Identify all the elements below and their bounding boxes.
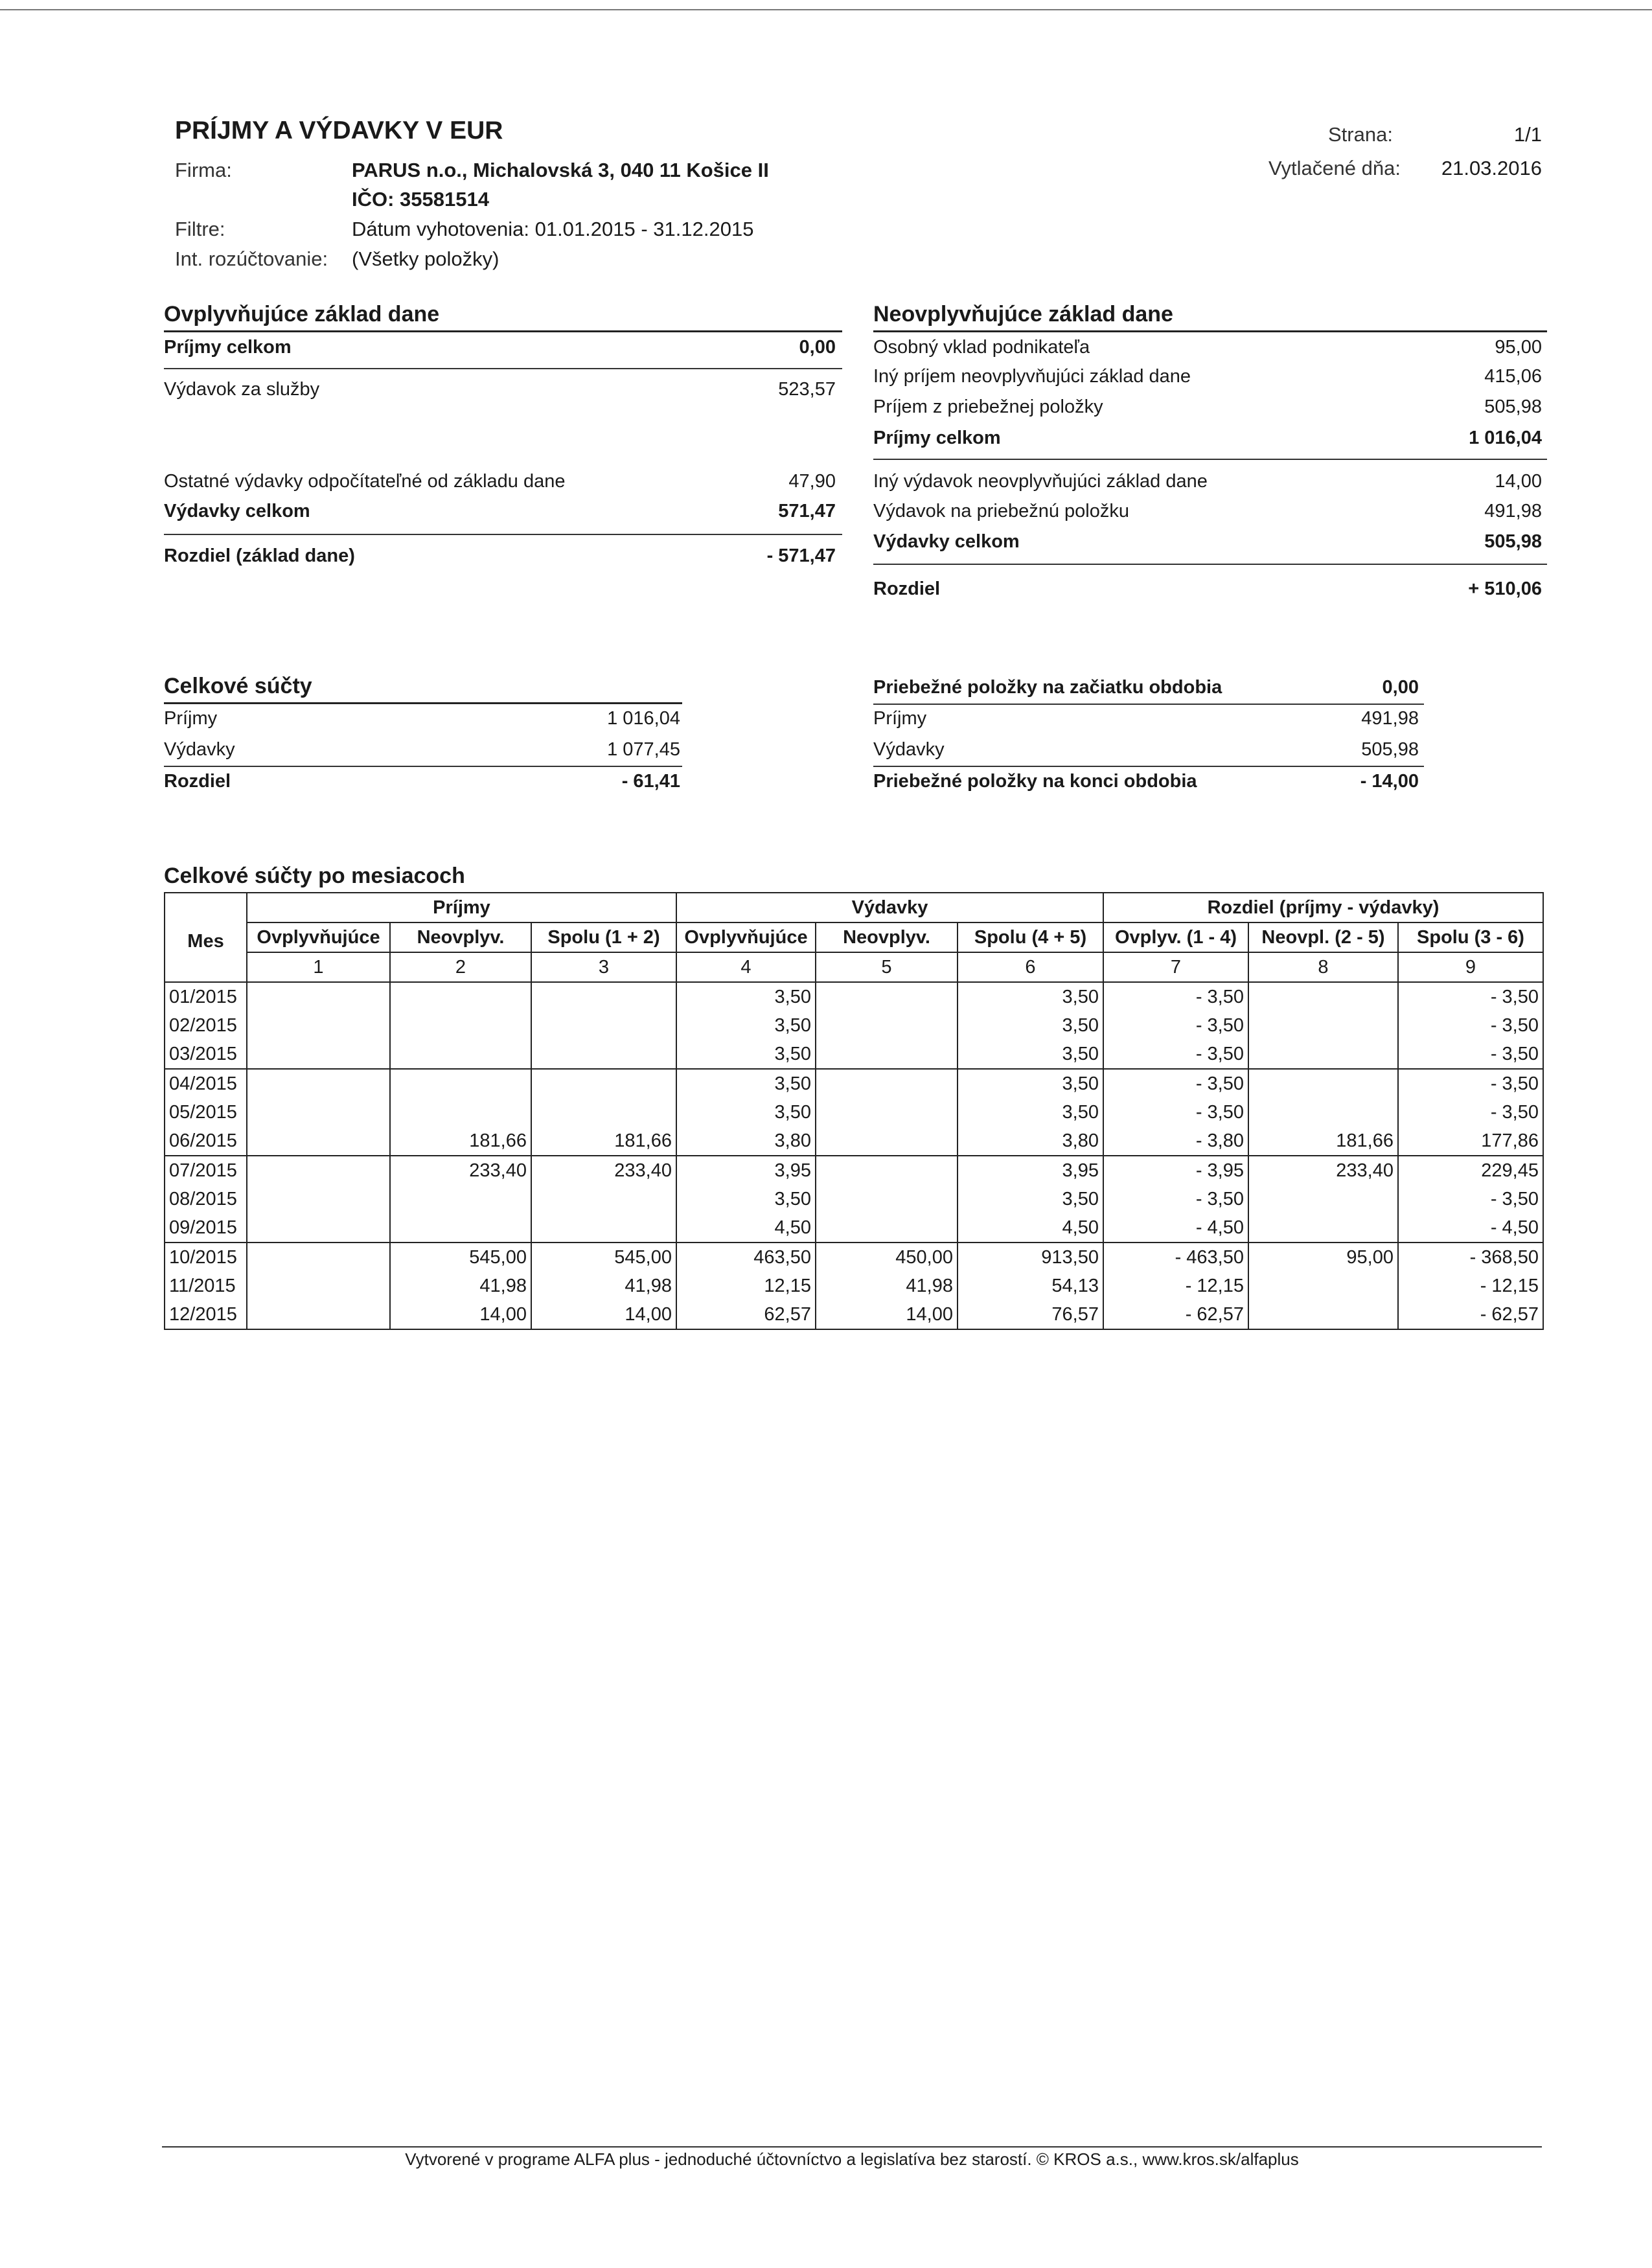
- firma-label: Firma:: [175, 159, 232, 181]
- mes-header: Mes: [165, 893, 247, 952]
- value-cell: - 4,50: [1398, 1213, 1543, 1243]
- divider: [873, 564, 1547, 565]
- value-cell: 3,95: [676, 1156, 816, 1185]
- neovpl-prijmy-celkom-label: Príjmy celkom: [873, 428, 1001, 448]
- priebezne-zaciatok-label: Priebežné položky na začiatku obdobia: [873, 677, 1222, 698]
- value-cell: [1248, 1272, 1398, 1300]
- value-cell: - 12,15: [1103, 1272, 1248, 1300]
- value-cell: [531, 1040, 676, 1069]
- value-cell: [390, 1011, 531, 1040]
- value-cell: 12,15: [676, 1272, 816, 1300]
- value-cell: 181,66: [390, 1127, 531, 1156]
- int-rozuctovanie-value: (Všetky položky): [352, 247, 499, 270]
- value-cell: 450,00: [816, 1243, 958, 1272]
- mesiace-title: Celkové súčty po mesiacoch: [164, 864, 465, 888]
- value-cell: 3,50: [958, 1011, 1103, 1040]
- filtre-value: Dátum vyhotovenia: 01.01.2015 - 31.12.2015: [352, 218, 754, 240]
- footer-divider: [162, 2146, 1542, 2148]
- value-cell: [390, 1098, 531, 1127]
- value-cell: - 3,50: [1398, 1069, 1543, 1098]
- value-cell: 3,80: [676, 1127, 816, 1156]
- strana-value: 1/1: [1513, 123, 1542, 146]
- divider: [873, 766, 1424, 767]
- value-cell: 41,98: [390, 1272, 531, 1300]
- vydavok-priebezne-label: Výdavok na priebežnú položku: [873, 501, 1129, 521]
- value-cell: [247, 1272, 390, 1300]
- value-cell: 14,00: [390, 1300, 531, 1329]
- neovplyvnujuce-title: Neovplyvňujúce základ dane: [873, 302, 1173, 326]
- value-cell: - 3,50: [1103, 1185, 1248, 1213]
- table-row: [165, 1213, 1543, 1243]
- value-cell: 233,40: [1248, 1156, 1398, 1185]
- value-cell: [247, 1069, 390, 1098]
- celkove-rozdiel-value: - 61,41: [621, 771, 680, 792]
- month-cell: 11/2015: [165, 1272, 247, 1300]
- iny-vydavok-label: Iný výdavok neovplyvňujúci základ dane: [873, 471, 1208, 492]
- table-row: [165, 1040, 1543, 1069]
- ovpl-prijmy-celkom-value: 0,00: [799, 337, 836, 358]
- col-header: Neovplyv.: [816, 922, 958, 952]
- month-cell: 08/2015: [165, 1185, 247, 1213]
- value-cell: [1248, 1098, 1398, 1127]
- priebezne-zaciatok-value: 0,00: [1382, 677, 1419, 698]
- value-cell: 545,00: [390, 1243, 531, 1272]
- group-prijmy-header: Príjmy: [247, 893, 676, 922]
- value-cell: 14,00: [531, 1300, 676, 1329]
- value-cell: [390, 1185, 531, 1213]
- value-cell: [247, 1156, 390, 1185]
- value-cell: - 368,50: [1398, 1243, 1543, 1272]
- value-cell: 545,00: [531, 1243, 676, 1272]
- priebezne-koniec-value: - 14,00: [1360, 771, 1419, 792]
- filtre-label: Filtre:: [175, 218, 225, 240]
- ovpl-vydavky-celkom-label: Výdavky celkom: [164, 501, 310, 521]
- divider: [164, 766, 682, 767]
- value-cell: [816, 1127, 958, 1156]
- value-cell: 177,86: [1398, 1127, 1543, 1156]
- value-cell: [247, 1185, 390, 1213]
- month-cell: 10/2015: [165, 1243, 247, 1272]
- month-cell: 05/2015: [165, 1098, 247, 1127]
- table-row: [165, 1243, 1543, 1272]
- value-cell: 3,50: [958, 1040, 1103, 1069]
- col-header: Neovplyv.: [390, 922, 531, 952]
- ico-value: IČO: 35581514: [352, 188, 489, 211]
- value-cell: - 62,57: [1103, 1300, 1248, 1329]
- value-cell: - 3,50: [1398, 1098, 1543, 1127]
- value-cell: [247, 1040, 390, 1069]
- value-cell: [816, 1213, 958, 1243]
- value-cell: [1248, 1011, 1398, 1040]
- vydavok-priebezne-value: 491,98: [1484, 501, 1542, 521]
- col-header: Spolu (1 + 2): [531, 922, 676, 952]
- month-cell: 07/2015: [165, 1156, 247, 1185]
- col-number: 4: [676, 952, 816, 982]
- col-header: Neovpl. (2 - 5): [1248, 922, 1398, 952]
- table-row: [165, 1098, 1543, 1127]
- value-cell: [816, 1069, 958, 1098]
- col-number: 1: [247, 952, 390, 982]
- value-cell: 4,50: [676, 1213, 816, 1243]
- celkove-vydavky-value: 1 077,45: [607, 739, 680, 760]
- ovplyvnujuce-title: Ovplyvňujúce základ dane: [164, 302, 440, 326]
- firma-value: PARUS n.o., Michalovská 3, 040 11 Košice II: [352, 159, 769, 181]
- monthly-table-body: [165, 982, 1543, 1329]
- value-cell: 3,50: [958, 1185, 1103, 1213]
- monthly-table: [164, 892, 1544, 1330]
- value-cell: - 3,80: [1103, 1127, 1248, 1156]
- col-header: Ovplyvňujúce: [247, 922, 390, 952]
- value-cell: 3,50: [676, 1185, 816, 1213]
- value-cell: [531, 1098, 676, 1127]
- divider: [873, 459, 1547, 460]
- vydavok-sluzby-label: Výdavok za služby: [164, 379, 320, 400]
- divider: [164, 534, 842, 535]
- int-rozuctovanie-label: Int. rozúčtovanie:: [175, 247, 328, 270]
- month-cell: 03/2015: [165, 1040, 247, 1069]
- value-cell: 229,45: [1398, 1156, 1543, 1185]
- value-cell: - 3,50: [1103, 982, 1248, 1011]
- ovpl-rozdiel-value: - 571,47: [766, 545, 836, 566]
- value-cell: 3,50: [958, 1098, 1103, 1127]
- value-cell: 54,13: [958, 1272, 1103, 1300]
- col-header: Ovplyvňujúce: [676, 922, 816, 952]
- value-cell: 181,66: [1248, 1127, 1398, 1156]
- ostatne-vydavky-value: 47,90: [788, 471, 836, 492]
- col-number: 8: [1248, 952, 1398, 982]
- value-cell: 62,57: [676, 1300, 816, 1329]
- osobny-vklad-value: 95,00: [1495, 337, 1542, 358]
- value-cell: 3,50: [958, 982, 1103, 1011]
- prijem-priebezne-value: 505,98: [1484, 396, 1542, 417]
- value-cell: [531, 1185, 676, 1213]
- value-cell: [247, 1243, 390, 1272]
- value-cell: - 4,50: [1103, 1213, 1248, 1243]
- table-row: [165, 1156, 1543, 1185]
- celkove-rozdiel-label: Rozdiel: [164, 771, 231, 792]
- table-row: [165, 1300, 1543, 1329]
- month-cell: 09/2015: [165, 1213, 247, 1243]
- value-cell: [390, 982, 531, 1011]
- ovpl-vydavky-celkom-value: 571,47: [778, 501, 836, 521]
- value-cell: 3,50: [676, 1069, 816, 1098]
- value-cell: 3,95: [958, 1156, 1103, 1185]
- col-number: 2: [390, 952, 531, 982]
- value-cell: [816, 1011, 958, 1040]
- col-number: 3: [531, 952, 676, 982]
- value-cell: - 12,15: [1398, 1272, 1543, 1300]
- month-cell: 01/2015: [165, 982, 247, 1011]
- divider: [164, 330, 842, 332]
- vytlacene-label: Vytlačené dňa:: [1268, 157, 1401, 179]
- table-row: [165, 1272, 1543, 1300]
- value-cell: [816, 1156, 958, 1185]
- value-cell: [1248, 1185, 1398, 1213]
- col-header: Spolu (4 + 5): [958, 922, 1103, 952]
- vydavok-sluzby-value: 523,57: [778, 379, 836, 400]
- value-cell: [531, 1069, 676, 1098]
- month-cell: 12/2015: [165, 1300, 247, 1329]
- value-cell: 95,00: [1248, 1243, 1398, 1272]
- strana-label: Strana:: [1328, 123, 1393, 146]
- value-cell: [247, 1098, 390, 1127]
- value-cell: [247, 1127, 390, 1156]
- value-cell: 4,50: [958, 1213, 1103, 1243]
- value-cell: [247, 1011, 390, 1040]
- value-cell: - 463,50: [1103, 1243, 1248, 1272]
- table-row: [165, 1069, 1543, 1098]
- iny-vydavok-value: 14,00: [1495, 471, 1542, 492]
- value-cell: [531, 1011, 676, 1040]
- priebezne-koniec-label: Priebežné položky na konci obdobia: [873, 771, 1197, 792]
- top-divider: [0, 9, 1652, 10]
- neovpl-vydavky-celkom-value: 505,98: [1484, 531, 1542, 552]
- priebezne-prijmy-value: 491,98: [1361, 708, 1419, 729]
- month-cell: 04/2015: [165, 1069, 247, 1098]
- value-cell: 14,00: [816, 1300, 958, 1329]
- value-cell: - 3,50: [1398, 1040, 1543, 1069]
- col-number: 5: [816, 952, 958, 982]
- col-number: 6: [958, 952, 1103, 982]
- col-number: 9: [1398, 952, 1543, 982]
- osobny-vklad-label: Osobný vklad podnikateľa: [873, 337, 1090, 358]
- value-cell: [1248, 1069, 1398, 1098]
- value-cell: - 3,50: [1398, 1185, 1543, 1213]
- ostatne-vydavky-label: Ostatné výdavky odpočítateľné od základu dane: [164, 471, 566, 492]
- col-header: Ovplyv. (1 - 4): [1103, 922, 1248, 952]
- value-cell: 181,66: [531, 1127, 676, 1156]
- neovpl-rozdiel-value: + 510,06: [1468, 578, 1542, 599]
- value-cell: [816, 1040, 958, 1069]
- table-row: [165, 1011, 1543, 1040]
- month-cell: 06/2015: [165, 1127, 247, 1156]
- divider: [873, 330, 1547, 332]
- month-cell: 02/2015: [165, 1011, 247, 1040]
- value-cell: 233,40: [531, 1156, 676, 1185]
- value-cell: [1248, 1040, 1398, 1069]
- value-cell: 3,80: [958, 1127, 1103, 1156]
- value-cell: [816, 1098, 958, 1127]
- value-cell: [531, 982, 676, 1011]
- neovpl-rozdiel-label: Rozdiel: [873, 578, 941, 599]
- celkove-prijmy-value: 1 016,04: [607, 708, 680, 729]
- ovpl-prijmy-celkom-label: Príjmy celkom: [164, 337, 292, 358]
- value-cell: - 3,50: [1398, 1011, 1543, 1040]
- neovpl-prijmy-celkom-value: 1 016,04: [1469, 428, 1542, 448]
- celkove-title: Celkové súčty: [164, 674, 312, 698]
- document-title: PRÍJMY A VÝDAVKY V EUR: [175, 117, 503, 144]
- value-cell: - 3,50: [1103, 1011, 1248, 1040]
- divider: [164, 368, 842, 369]
- group-rozdiel-header: Rozdiel (príjmy - výdavky): [1103, 893, 1543, 922]
- celkove-prijmy-label: Príjmy: [164, 708, 218, 729]
- col-header: Spolu (3 - 6): [1398, 922, 1543, 952]
- divider: [164, 702, 682, 704]
- value-cell: [816, 982, 958, 1011]
- table-row: [165, 982, 1543, 1011]
- value-cell: - 3,95: [1103, 1156, 1248, 1185]
- value-cell: - 3,50: [1103, 1069, 1248, 1098]
- value-cell: [1248, 1300, 1398, 1329]
- neovpl-vydavky-celkom-label: Výdavky celkom: [873, 531, 1020, 552]
- priebezne-prijmy-label: Príjmy: [873, 708, 927, 729]
- value-cell: 233,40: [390, 1156, 531, 1185]
- iny-prijem-value: 415,06: [1484, 366, 1542, 387]
- value-cell: [531, 1213, 676, 1243]
- prijem-priebezne-label: Príjem z priebežnej položky: [873, 396, 1103, 417]
- col-number: 7: [1103, 952, 1248, 982]
- value-cell: 3,50: [676, 982, 816, 1011]
- value-cell: [816, 1185, 958, 1213]
- value-cell: [247, 982, 390, 1011]
- value-cell: 3,50: [676, 1098, 816, 1127]
- value-cell: - 3,50: [1103, 1098, 1248, 1127]
- celkove-vydavky-label: Výdavky: [164, 739, 235, 760]
- footer-text: Vytvorené v programe ALFA plus - jednoduché účtovníctvo a legislatíva bez starostí. © KROS a.s., www.kros.sk/alfaplus: [405, 2149, 1299, 2169]
- value-cell: [390, 1040, 531, 1069]
- value-cell: 41,98: [531, 1272, 676, 1300]
- table-row: [165, 1185, 1543, 1213]
- value-cell: 463,50: [676, 1243, 816, 1272]
- priebezne-vydavky-value: 505,98: [1361, 739, 1419, 760]
- value-cell: 3,50: [676, 1011, 816, 1040]
- value-cell: [1248, 982, 1398, 1011]
- value-cell: 913,50: [958, 1243, 1103, 1272]
- mes-header-spacer: [165, 952, 247, 982]
- value-cell: - 3,50: [1103, 1040, 1248, 1069]
- value-cell: [1248, 1213, 1398, 1243]
- ovpl-rozdiel-label: Rozdiel (základ dane): [164, 545, 355, 566]
- value-cell: [247, 1213, 390, 1243]
- value-cell: [390, 1213, 531, 1243]
- vytlacene-value: 21.03.2016: [1441, 157, 1542, 179]
- divider: [873, 704, 1424, 705]
- group-vydavky-header: Výdavky: [676, 893, 1103, 922]
- value-cell: [390, 1069, 531, 1098]
- value-cell: 3,50: [676, 1040, 816, 1069]
- value-cell: 3,50: [958, 1069, 1103, 1098]
- value-cell: 41,98: [816, 1272, 958, 1300]
- value-cell: - 3,50: [1398, 982, 1543, 1011]
- iny-prijem-label: Iný príjem neovplyvňujúci základ dane: [873, 366, 1191, 387]
- priebezne-vydavky-label: Výdavky: [873, 739, 945, 760]
- value-cell: - 62,57: [1398, 1300, 1543, 1329]
- value-cell: 76,57: [958, 1300, 1103, 1329]
- value-cell: [247, 1300, 390, 1329]
- table-row: [165, 1127, 1543, 1156]
